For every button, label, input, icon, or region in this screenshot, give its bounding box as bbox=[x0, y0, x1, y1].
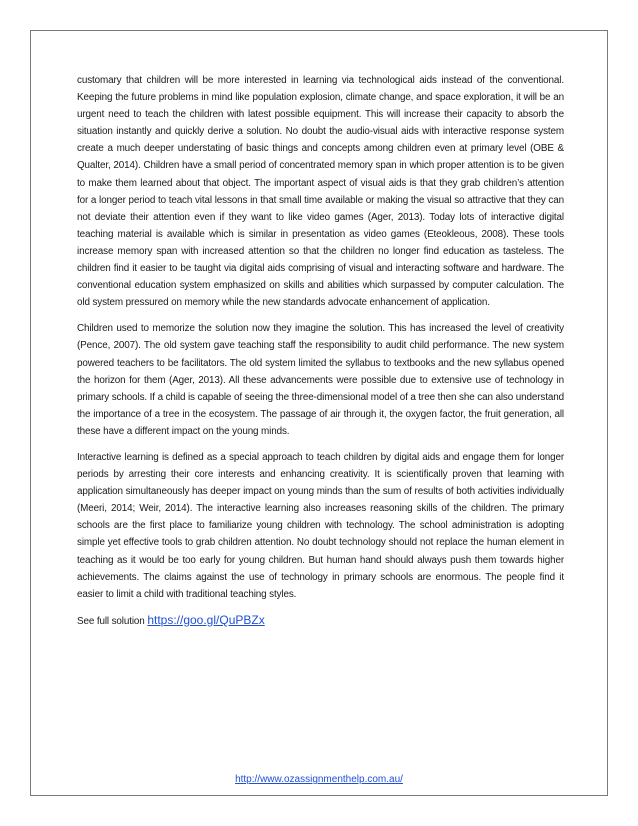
document-body bbox=[77, 72, 564, 630]
paragraph-2: Children used to memorize the solution now they imagine the solution. This has increased the level of creativity (Pence, 2007). The old system gave teaching staff the responsibility to audit child performance. The new system powered teachers to be facilitators. The old system limited the syllabus to textbooks and the new syllabus opened the horizon for them (Ager, 2013). All these advancements were possible due to extensive use of technology in primary schools. If a child is capable of seeing the three-dimensional model of a tree then she can also understand the importance of a tree in the ecosystem. The passage of air through it, the oxygen factor, the fruit generation, all these have a different impact on the young minds. bbox=[77, 323, 564, 437]
see-full-solution-label: See full solution bbox=[77, 615, 148, 627]
paragraph-1: customary that children will be more interested in learning via technological aids instead of the conventional. Keeping the future problems in mind like population explosion, climate change, and space exploration, it will be an urgent need to teach the children with latest possible equipment. This will increase their capacity to absorb the situation instantly and quickly derive a solution. No doubt the audio-visual aids with interactive response system create a much deeper understating of basic things and concepts among children even at primary level (OBE & Qualter, 2014). Children have a small period of concentrated memory span in which proper attention is to be given to make them learned about that object. The important aspect of visual aids is that they grab children’s attention for a longer period to teach vital lessons in that small time available or making the visual so attractive that they can not deviate their attention even if they want to like video games (Ager, 2013). Today lots of interactive digital teaching material is available which is similar in presentation as video games (Eteokleous, 2008). These tools increase memory span with increased attention so that the children no longer find education as tasteless. The children find it easier to be taught via digital aids comprising of visual and interacting software and hardware. The conventional education system emphasized on skills and abilities which surpassed by computer calculation. The old system pressured on memory while the new standards advocate enhancement of application. bbox=[77, 75, 564, 309]
solution-link[interactable]: https://goo.gl/QuPBZx bbox=[147, 612, 265, 627]
see-full-solution bbox=[77, 612, 564, 630]
footer-url-link[interactable]: http://www.ozassignmenthelp.com.au/ bbox=[235, 774, 403, 785]
paragraph-3: Interactive learning is defined as a special approach to teach children by digital aids and engage them for longer periods by arresting their core interests and enhancing creativity. It is scientifically proven that learning with application simultaneously has deeper impact on young minds than the sum of results of both activities individually (Meeri, 2014; Weir, 2014). The interactive learning also increases reasoning skills of the children. The primary schools are the first place to familiarize young children with technology. The school administration is adopting simple yet effective tools to grab children attention. No doubt technology should not replace the human element in teaching as it would be too early for young children. But human hand should always push them towards higher achievements. The claims against the use of technology in primary schools are enormous. The people find it easier to limit a child with traditional teaching styles. bbox=[77, 451, 564, 600]
